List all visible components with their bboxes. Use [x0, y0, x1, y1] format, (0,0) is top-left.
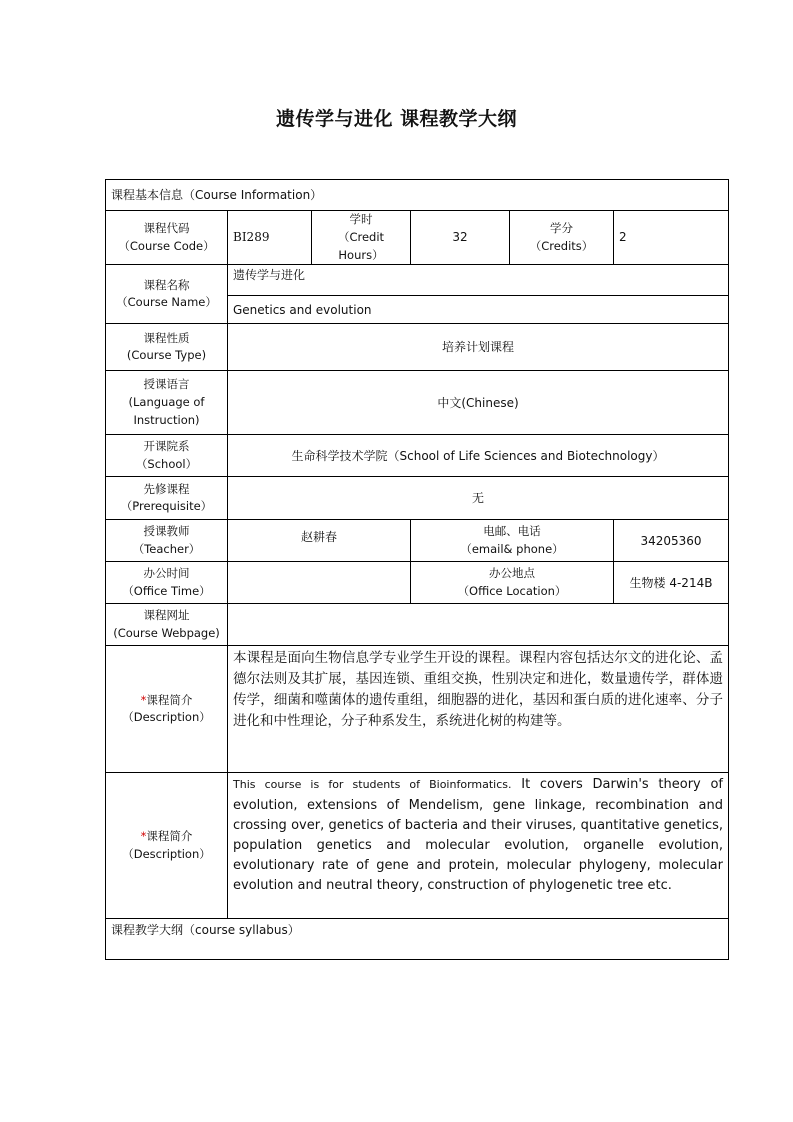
- description-en-row: [106, 773, 729, 919]
- school-row: [106, 435, 729, 477]
- prerequisite-row: [106, 477, 729, 520]
- description-cn-label: [106, 646, 228, 773]
- credit-hours-label: [312, 211, 411, 265]
- office-location-label-cn: 办公地点: [489, 566, 535, 581]
- language-label-en1: (Language of: [128, 395, 205, 410]
- course-code-row: [106, 211, 729, 265]
- teacher-value: 赵耕春: [228, 520, 411, 562]
- section-info-heading: 课程基本信息（Course Information）: [106, 180, 729, 211]
- school-label-cn: 开课院系: [143, 439, 190, 454]
- course-name-label-cn: 课程名称: [143, 277, 190, 292]
- course-type-label: [106, 324, 228, 371]
- course-name-label: [106, 265, 228, 324]
- school-label-en: （School）: [135, 456, 198, 471]
- course-name-value-en: Genetics and evolution: [228, 296, 729, 324]
- description-cn-label-cn: 课程简介: [146, 692, 193, 707]
- credit-hours-value: 32: [411, 211, 510, 265]
- prerequisite-value: 无: [228, 477, 729, 520]
- course-info-table: [105, 179, 729, 960]
- prerequisite-label-en: （Prerequisite）: [120, 499, 213, 514]
- teacher-label-en: （Teacher）: [132, 541, 201, 556]
- language-label-cn: 授课语言: [143, 377, 190, 392]
- school-value: 生命科学技术学院（School of Life Sciences and Biotechnology）: [228, 435, 729, 477]
- prerequisite-label-cn: 先修课程: [143, 481, 190, 496]
- description-en-label: [106, 773, 228, 919]
- course-type-row: [106, 324, 729, 371]
- description-en-text: [228, 773, 729, 919]
- office-row: [106, 562, 729, 604]
- webpage-label-cn: 课程网址: [143, 608, 190, 623]
- webpage-value: [228, 604, 729, 646]
- course-type-label-en: (Course Type): [126, 348, 207, 363]
- webpage-row: [106, 604, 729, 646]
- credit-hours-label-cn: 学时: [349, 212, 373, 226]
- credits-label-en: （Credits）: [529, 238, 594, 253]
- office-time-label-cn: 办公时间: [143, 566, 190, 581]
- description-cn-row: [106, 646, 729, 773]
- credits-label-cn: 学分: [550, 220, 573, 235]
- office-location-label-en: （Office Location）: [457, 583, 567, 598]
- credit-hours-label-en: （Credit Hours）: [337, 229, 385, 262]
- prerequisite-label: [106, 477, 228, 520]
- office-location-value: 生物楼 4-214B: [614, 562, 729, 604]
- contact-value: 34205360: [614, 520, 729, 562]
- course-name-label-en: （Course Name）: [116, 295, 217, 310]
- course-type-value: 培养计划课程: [228, 324, 729, 371]
- office-time-label-en: （Office Time）: [122, 583, 211, 598]
- description-en-lead: This course is for students of Bioinformatics.: [233, 778, 512, 792]
- section-info-row: [106, 180, 729, 211]
- description-en-label-cn: 课程简介: [146, 829, 193, 844]
- credits-value: 2: [614, 211, 729, 265]
- teacher-label-cn: 授课教师: [143, 524, 190, 539]
- language-row: [106, 371, 729, 435]
- required-marker: *: [140, 829, 147, 844]
- credits-label: [510, 211, 614, 265]
- course-type-label-cn: 课程性质: [143, 330, 190, 345]
- description-cn-text: 本课程是面向生物信息学专业学生开设的课程。课程内容包括达尔文的进化论、孟德尔法则及其扩展，基因连锁、重组交换，性别决定和进化，数量遗传学，群体遗传学，细菌和噬菌体的遗传重组，细胞器的进化，基因和蛋白质的进化速率、分子进化和中性理论，分子种系发生，系统进化树的构建等。: [228, 646, 729, 773]
- teacher-label: [106, 520, 228, 562]
- syllabus-row: [106, 919, 729, 960]
- webpage-label: [106, 604, 228, 646]
- webpage-label-en: (Course Webpage): [113, 625, 220, 640]
- contact-label-cn: 电邮、电话: [483, 524, 541, 539]
- teacher-row: [106, 520, 729, 562]
- course-name-row-cn: [106, 265, 729, 296]
- course-code-label-cn: 课程代码: [143, 220, 190, 235]
- description-cn-label-en: （Description）: [122, 710, 211, 725]
- language-label-en2: Instruction): [133, 412, 200, 427]
- course-code-label: [106, 211, 228, 265]
- contact-label: [411, 520, 614, 562]
- required-marker: *: [140, 692, 147, 707]
- office-time-label: [106, 562, 228, 604]
- contact-label-en: （email& phone）: [460, 541, 564, 556]
- office-location-label: [411, 562, 614, 604]
- course-code-value: BI289: [228, 211, 312, 265]
- office-time-value: [228, 562, 411, 604]
- course-name-value-cn: 遗传学与进化: [228, 265, 729, 296]
- syllabus-heading: 课程教学大纲（course syllabus）: [106, 919, 729, 960]
- course-code-label-en: （Course Code）: [118, 238, 215, 253]
- page-title: 遗传学与进化 课程教学大纲: [275, 108, 518, 130]
- language-value: 中文(Chinese): [228, 371, 729, 435]
- school-label: [106, 435, 228, 477]
- description-en-label-en: （Description）: [122, 846, 211, 861]
- description-en-body: It covers Darwin's theory of evolution, extensions of Mendelism, gene linkage, recombination and crossing over, genetics of bacteria and their viruses, quantitative genetics, population genetics and molecular evolution, organelle evolution, evolutionary rate of gene and protein, molecular phylogeny, molecular evolution and neutral theory, construction of phylogenetic tree etc.: [233, 777, 723, 894]
- language-label: [106, 371, 228, 435]
